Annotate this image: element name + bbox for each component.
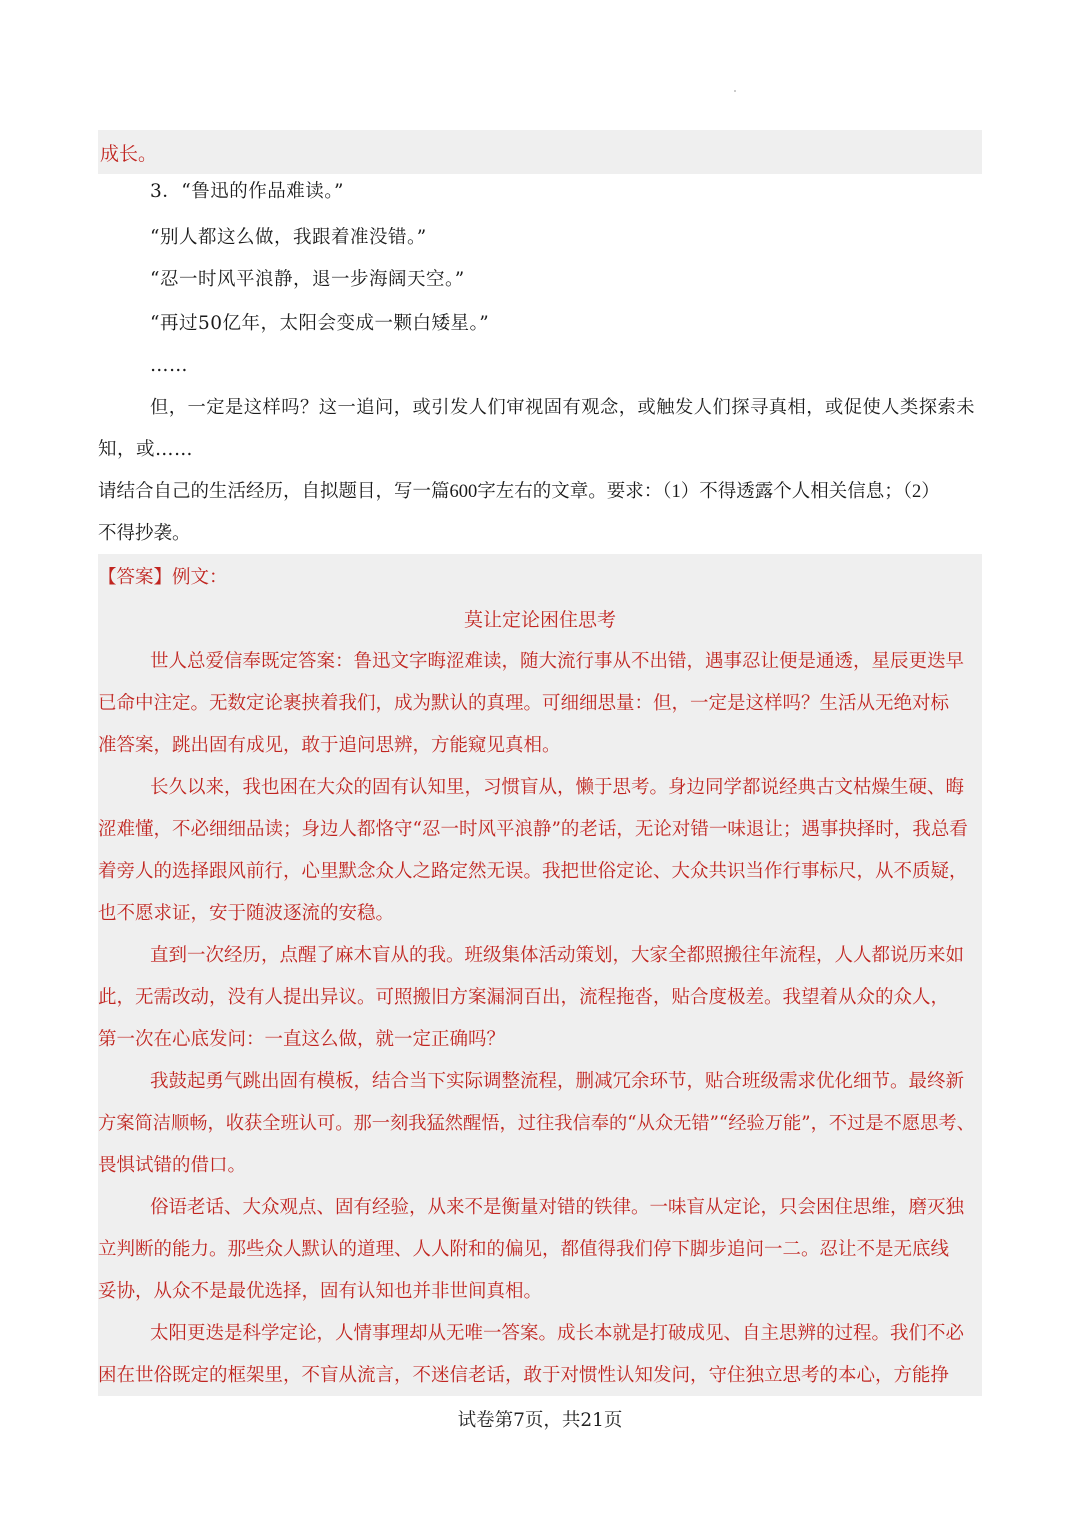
- essay-line: 准答案，跳出固有成见，敢于追问思辨，方能窥见真相。: [98, 735, 561, 756]
- instruction-line: 请结合自己的生活经历，自拟题目，写一篇600字左右的文章。要求：（1）不得透露个人相关信息；（2）: [98, 482, 940, 502]
- continuation-text: 成长。: [100, 143, 158, 165]
- essay-line: 俗语老话、大众观点、固有经验，从来不是衡量对错的铁律。一味盲从定论，只会困住思维，磨灭独: [150, 1197, 965, 1218]
- essay-line: 长久以来，我也困在大众的固有认知里，习惯盲从，懒于思考。身边同学都说经典古文枯燥生硬、晦: [150, 777, 965, 798]
- scan-speck: [734, 90, 736, 92]
- answer-continuation-block: [98, 130, 982, 174]
- essay-line: 已命中注定。无数定论裹挟着我们，成为默认的真理。可细细思量：但，一定是这样吗？生活从无绝对标: [98, 693, 950, 714]
- essay-line: 畏惧试错的借口。: [98, 1155, 247, 1176]
- essay-line: 我鼓起勇气跳出固有模板，结合当下实际调整流程，删减冗余环节，贴合班级需求优化细节。最终新: [150, 1071, 965, 1092]
- essay-line: 方案简洁顺畅，收获全班认可。那一刻我猛然醒悟，过往我信奉的“从众无错”“经验万能”，不过是不愿思考、: [98, 1113, 975, 1134]
- essay-line: 也不愿求证，安于随波逐流的安稳。: [98, 903, 395, 924]
- prompt-line: 但，一定是这样吗？这一追问，或引发人们审视固有观念，或触发人们探寻真相，或促使人类探索未: [150, 397, 975, 418]
- essay-line: 第一次在心底发问：一直这么做，就一定正确吗？: [98, 1029, 506, 1050]
- essay-title: 莫让定论困住思考: [463, 609, 616, 631]
- essay-line: 妥协，从众不是最优选择，固有认知也并非世间真相。: [98, 1281, 543, 1302]
- prompt-line: “再过50亿年，太阳会变成一颗白矮星。”: [150, 313, 490, 334]
- answer-header: [98, 564, 228, 592]
- instruction-line: 不得抄袭。: [98, 524, 191, 544]
- prompt-line: “别人都这么做，我跟着准没错。”: [150, 227, 427, 248]
- essay-line: 着旁人的选择跟风前行，心里默念众人之路定然无误。我把世俗定论、大众共识当作行事标尺，从不质疑，: [98, 861, 968, 882]
- essay-line: 直到一次经历，点醒了麻木盲从的我。班级集体活动策划，大家全都照搬往年流程，人人都说历来如: [150, 945, 965, 966]
- essay-line: 世人总爱信奉既定答案：鲁迅文字晦涩难读，随大流行事从不出错，遇事忍让便是通透，星辰更迭早: [150, 651, 965, 672]
- answer-label: 例文：: [172, 567, 228, 588]
- essay-line: 太阳更迭是科学定论，人情事理却从无唯一答案。成长本就是打破成见、自主思辨的过程。我们不必: [150, 1323, 965, 1344]
- prompt-line: ……: [150, 355, 188, 376]
- page-footer: 试卷第7页，共21页: [457, 1410, 623, 1431]
- prompt-line: 3．“鲁迅的作品难读。”: [150, 181, 344, 202]
- essay-line: 涩难懂，不必细细品读；身边人都恪守“忍一时风平浪静”的老话，无论对错一味退让；遇事抉择时，我总看: [98, 819, 968, 840]
- essay-line: 此，无需改动，没有人提出异议。可照搬旧方案漏洞百出，流程拖沓，贴合度极差。我望着从众的众人，: [98, 987, 950, 1008]
- essay-line: 困在世俗既定的框架里，不盲从流言，不迷信老话，敢于对惯性认知发问，守住独立思考的本心，方能挣: [98, 1365, 950, 1386]
- prompt-line: “忍一时风平浪静，退一步海阔天空。”: [150, 269, 465, 290]
- answer-block: [98, 554, 982, 1396]
- answer-tag: 【答案】: [98, 567, 173, 588]
- prompt-line: 知，或……: [98, 439, 194, 460]
- essay-line: 立判断的能力。那些众人默认的道理、人人附和的偏见，都值得我们停下脚步追问一二。忍让不是无底线: [98, 1239, 950, 1260]
